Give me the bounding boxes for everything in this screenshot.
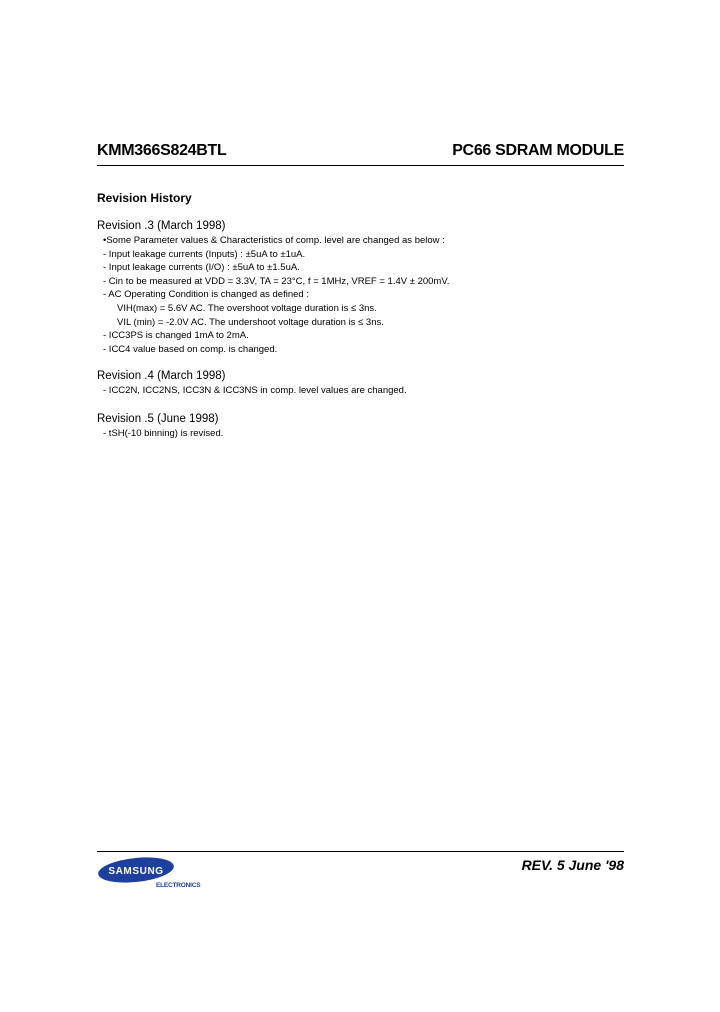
samsung-logo <box>97 856 175 884</box>
revision-item: •Some Parameter values & Characteristics of comp. level are changed as below : <box>103 235 445 246</box>
product-title: PC66 SDRAM MODULE <box>452 142 624 159</box>
revision-title: Revision .3 (March 1998) <box>97 220 226 232</box>
revision-item: - ICC3PS is changed 1mA to 2mA. <box>103 330 249 342</box>
revision-item: - Input leakage currents (I/O) : ±5uA to ±1.5uA. <box>103 262 300 274</box>
header-rule <box>97 165 624 166</box>
revision-item: VIH(max) = 5.6V AC. The overshoot voltage duration is ≤ 3ns. <box>117 302 377 314</box>
logo-subtext: ELECTRONICS <box>156 882 201 889</box>
part-number: KMM366S824BTL <box>97 142 227 159</box>
revision-title: Revision .5 (June 1998) <box>97 413 219 425</box>
revision-block <box>97 219 637 356</box>
revision-item: - Cin to be measured at VDD = 3.3V, TA = 23°C, f = 1MHz, VREF = 1.4V ± 200mV. <box>103 275 450 287</box>
revision-block <box>97 369 637 398</box>
revision-item: - ICC2N, ICC2NS, ICC3N & ICC3NS in comp. level values are changed. <box>103 385 407 396</box>
logo-text: SAMSUNG <box>108 866 164 877</box>
footer-revision: REV. 5 June '98 <box>521 857 624 873</box>
revision-item: - tSH(-10 binning) is revised. <box>103 428 224 439</box>
revision-item: VIL (min) = -2.0V AC. The undershoot voltage duration is ≤ 3ns. <box>117 316 384 328</box>
section-title: Revision History <box>97 191 192 205</box>
document-header <box>97 142 624 164</box>
footer-rule <box>97 851 624 852</box>
revision-item: - Input leakage currents (Inputs) : ±5uA to ±1uA. <box>103 248 306 260</box>
revision-block <box>97 412 637 441</box>
revision-title: Revision .4 (March 1998) <box>97 370 226 382</box>
revision-item: - ICC4 value based on comp. is changed. <box>103 343 278 355</box>
revision-item: - AC Operating Condition is changed as defined : <box>103 289 309 301</box>
